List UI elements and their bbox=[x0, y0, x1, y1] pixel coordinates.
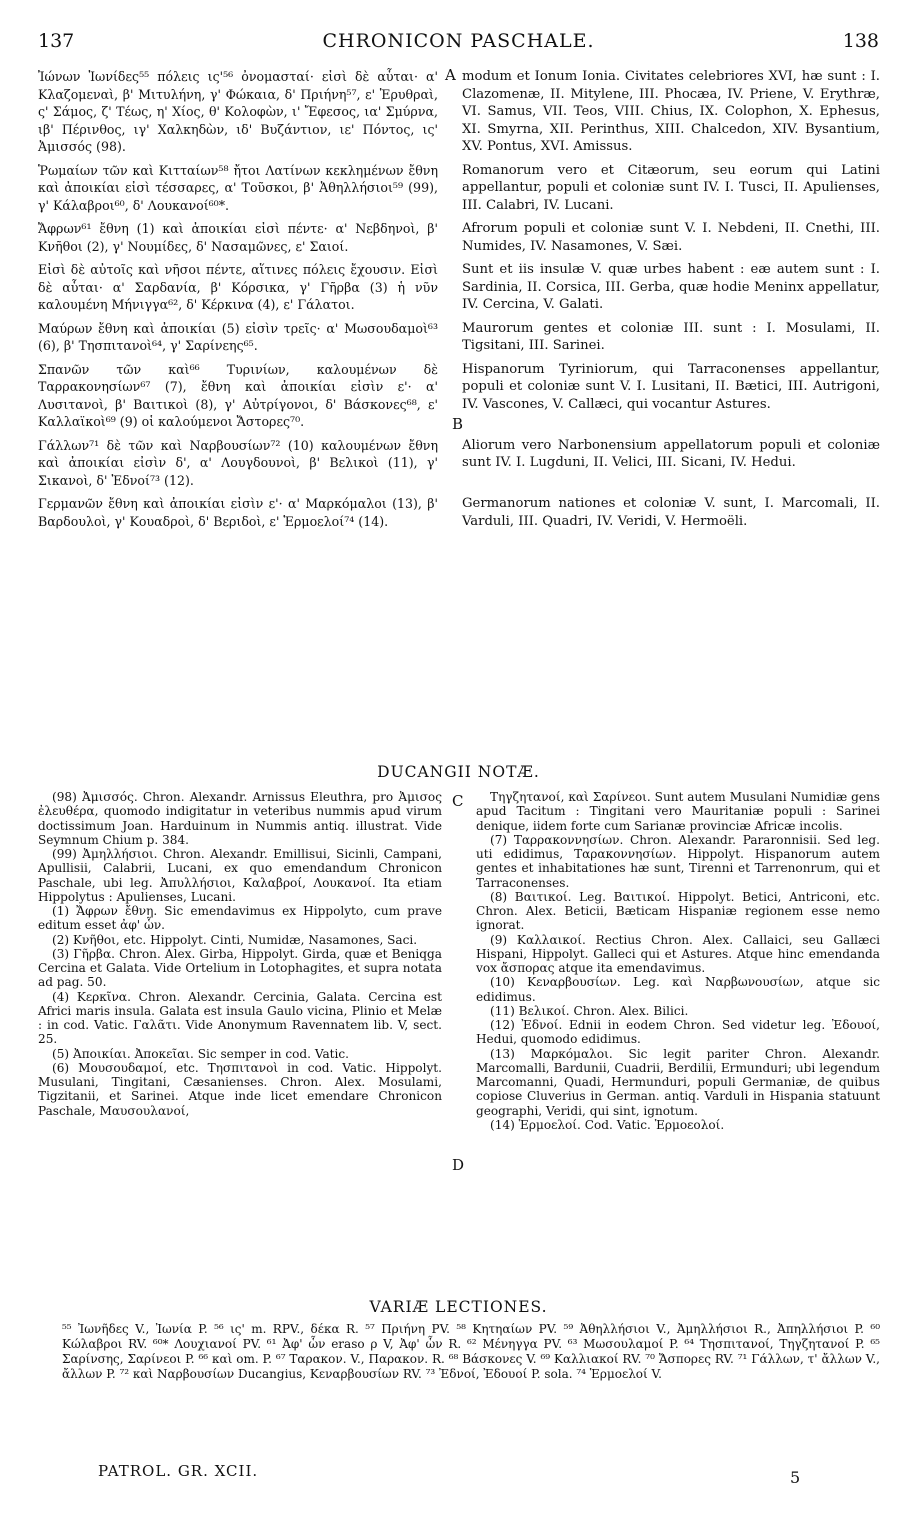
greek-paragraph: Σπανῶν τῶν καὶ⁶⁶ Τυρινίων, καλουμένων δὲ Ταρρακονησίων⁶⁷ (7), ἔθνη καὶ ἀποικίαι εἰσὶν ε'· α' Λυσιτανοὶ, β' Βαιτικοὶ (8), γ' Αὐτρίγονοι, δ' Βάσκονες⁶⁸, ε' Καλλαϊκοὶ⁶⁹ (9) οἱ καλούμενοι Ἄστορες⁷⁰. bbox=[38, 361, 438, 429]
margin-mark-d: D bbox=[452, 1156, 465, 1174]
note: (6) Μουσουδαμοί, etc. Τησπιτανοὶ in cod. Vatic. Hippolyt. Musulani, Tingitani, Cæsanienses. Chron. Alex. Mosulami, Tigzitanii, et Sarinei. Atque inde licet emendare Chronicon Paschale, Μαυσουλανοί, bbox=[38, 1060, 442, 1118]
latin-paragraph: modum et Ionum Ionia. Civitates celebriores XVI, hæ sunt : I. Clazomenæ, II. Mitylene, III. Phocæa, IV. Priene, V. Erythræ, VI. Samus, VII. Teos, VIII. Chius, IX. Colophon, X. Ephesus, XI. Smyrna, XII. Perinthus, XIII. Chalcedon, XIV. Bysantium, XV. Pontus, XVI. Amissus. bbox=[462, 69, 880, 154]
notes-section bbox=[38, 790, 880, 1132]
footer-sheet-number: 5 bbox=[790, 1468, 801, 1487]
paragraph-row bbox=[38, 361, 880, 431]
latin-paragraph: Afrorum populi et coloniæ sunt V. I. Nebdeni, II. Cnethi, III. Numides, IV. Nasamones, V. Sæi. bbox=[462, 221, 880, 254]
footer-signature: PATROL. GR. XCII. bbox=[98, 1462, 259, 1480]
notes-heading: DUCANGII NOTÆ. bbox=[377, 763, 540, 781]
note: (3) Γῆρβα. Chron. Alex. Girba, Hippolyt. Girda, quæ et Beniqga Cercina et Galata. Vide Ortelium in Lotophagites, et supra notata ad pag. 50. bbox=[38, 946, 442, 990]
parallel-text bbox=[38, 68, 880, 536]
running-title: CHRONICON PASCHALE. bbox=[322, 30, 595, 52]
paragraph-row bbox=[38, 220, 880, 255]
page-number-right: 138 bbox=[842, 30, 879, 52]
note: (8) Βαιτικοί. Leg. Βαιτικοί. Hippolyt. Betici, Antriconi, etc. Chron. Alex. Beticii, Bæticam Hispaniæ regionem esse nemo ignorat. bbox=[476, 889, 880, 933]
notes-column-right bbox=[476, 790, 880, 1132]
note: (10) Κεναρβουσίων. Leg. καὶ Ναρβωνουσίων, atque sic edidimus. bbox=[476, 975, 880, 1004]
greek-paragraph: Ῥωμαίων τῶν καὶ Κιτταίων⁵⁸ ἤτοι Λατίνων κεκλημένων ἔθνη καὶ ἀποικίαι εἰσὶ τέσσαρες, α' Τοῦσκοι, β' Ἀθηλλήσιοι⁵⁹ (99), γ' Κάλαβροι⁶⁰, δ' Λουκανοί⁶⁰*. bbox=[38, 162, 438, 213]
paragraph-row bbox=[38, 437, 880, 490]
paragraph-row bbox=[38, 320, 880, 355]
latin-paragraph: Sunt et iis insulæ V. quæ urbes habent : eæ autem sunt : I. Sardinia, II. Corsica, III. Gerba, quæ hodie Meninx appellatur, IV. Cercina, V. Galati. bbox=[462, 262, 880, 312]
latin-paragraph: Aliorum vero Narbonensium appellatorum populi et coloniæ sunt IV. I. Lugduni, II. Velici, III. Sicani, IV. Hedui. bbox=[462, 437, 880, 470]
note: (9) Καλλαικοί. Rectius Chron. Alex. Callaici, seu Gallæci Hispani, Hippolyt. Galleci qui et Astures. Atque hinc emendanda vox ἄσπορας atque ita emendavimus. bbox=[476, 932, 880, 975]
note: Τηγζητανοί, καὶ Σαρίνεοι. Sunt autem Musulani Numidiæ gens apud Tacitum : Tingitani vero Mauritaniæ populi : Sarinei denique, iidem forte cum Sarianæ provinciæ Africæ incolis. bbox=[476, 790, 880, 833]
variae-lectiones-heading: VARIÆ LECTIONES. bbox=[369, 1298, 548, 1316]
margin-mark-b: B bbox=[452, 415, 464, 433]
note: (4) Κερκῖνα. Chron. Alexandr. Cercinia, Galata. Cercina est Africi maris insula. Galata est insula Gaulo vicina, Plinio et Melæ : in cod. Vatic. Γαλᾶτι. Vide Anonymum Ravennatem lib. V, sect. 25. bbox=[38, 989, 442, 1047]
paragraph-row bbox=[38, 495, 880, 530]
note: (99) Ἀμηλλήσιοι. Chron. Alexandr. Emillisui, Sicinli, Campani, Apullisii, Calabrii, Lucani, ex quo emendandum Chronicon Paschale, ubi leg. Ἀπυλλήσιοι, Καλαβροί, Λουκανοί. Ita etiam Hippolytus : Apulienses, Lucani. bbox=[38, 847, 442, 904]
greek-paragraph: Ἄφρων⁶¹ ἔθνη (1) καὶ ἀποικίαι εἰσὶ πέντε· α' Νεβδηνοὶ, β' Κνῆθοι (2), γ' Νουμίδες, δ' Νασαμῶνες, ε' Σαιοί. bbox=[38, 221, 438, 254]
variae-lectiones: ⁵⁵ Ἰωνῆδες V., Ἰωνία P. ⁵⁶ ις' m. RPV., δέκα R. ⁵⁷ Πριήνη PV. ⁵⁸ Κητηαίων PV. ⁵⁹ Ἀθηλλήσιοι V., Ἀμηλλήσιοι R., Ἀπηλλήσιοι P. ⁶⁰ Κώλαβροι RV. ⁶⁰* Λουχιανοί PV. ⁶¹ Ἀφ' ὧν eraso ρ V, Ἀφ' ὧν R. ⁶² Μένηγγα PV. ⁶³ Μωσουλαμοί P. ⁶⁴ Τησπιτανοί, Τηγζητανοί P. ⁶⁵ Σαρίνσης, Σαρίνεοι P. ⁶⁶ καὶ om. P. ⁶⁷ Ταρακον. V., Παρακον. R. ⁶⁸ Βάσκονες V. ⁶⁹ Καλλιακοί RV. ⁷⁰ Ἄσπορες RV. ⁷¹ Γάλλων, τ' ἄλλων V., ἄλλων P. ⁷² καὶ Ναρβουσίων Ducangius, Κεναρβουσίων RV. ⁷³ Ἐδνοί, Ἐδουοί P. sola. ⁷⁴ Ἑρμοελοί V. bbox=[62, 1322, 880, 1381]
note: (2) Κνῆθοι, etc. Hippolyt. Cinti, Numidæ, Nasamones, Saci. bbox=[52, 932, 418, 947]
greek-paragraph: Ἰώνων Ἰωνίδες⁵⁵ πόλεις ις'⁵⁶ ὀνομασταί· εἰσὶ δὲ αὗται· α' Κλαζομεναὶ, β' Μιτυλήνη, γ' Φώκαια, δ' Πριήνη⁵⁷, ε' Ἐρυθραὶ, ς' Σάμος, ζ' Τέως, η' Χίος, θ' Κολοφὼν, ι' Ἔφεσος, ια' Σμύρνα, ιβ' Πέρινθος, ιγ' Χαλκηδὼν, ιδ' Βυζάντιον, ιε' Πόντος, ις' Ἀμισσός (98). bbox=[38, 69, 438, 154]
greek-paragraph: Γάλλων⁷¹ δὲ τῶν καὶ Ναρβουσίων⁷² (10) καλουμένων ἔθνη καὶ ἀποικίαι εἰσὶν δ', α' Λουγδουνοὶ, β' Βελικοὶ (11), γ' Σικανοὶ, δ' Ἐδνοί⁷³ (12). bbox=[38, 437, 438, 488]
latin-paragraph: Maurorum gentes et coloniæ III. sunt : I. Mosulami, II. Tigsitani, III. Sarinei. bbox=[462, 320, 880, 353]
latin-paragraph: Germanorum nationes et coloniæ V. sunt, I. Marcomali, II. Varduli, III. Quadri, IV. Veridi, V. Hermoëli. bbox=[462, 496, 880, 529]
note: (12) Ἐδνοί. Ednii in eodem Chron. Sed videtur leg. Ἐδουοί, Hedui, quomodo edidimus. bbox=[476, 1018, 880, 1047]
note: (11) Βελικοί. Chron. Alex. Bilici. bbox=[490, 1003, 689, 1018]
paragraph-row bbox=[38, 261, 880, 314]
margin-mark-c: C bbox=[452, 792, 464, 810]
page-number-left: 137 bbox=[38, 30, 75, 52]
greek-paragraph: Γερμανῶν ἔθνη καὶ ἀποικίαι εἰσὶν ε'· α' Μαρκόμαλοι (13), β' Βαρδουλοὶ, γ' Κουαδροὶ, δ' Βεριδοὶ, ε' Ἑρμοελοί⁷⁴ (14). bbox=[38, 496, 438, 529]
greek-paragraph: Μαύρων ἔθνη καὶ ἀποικίαι (5) εἰσὶν τρεῖς· α' Μωσουδαμοὶ⁶³ (6), β' Τησπιτανοὶ⁶⁴, γ' Σαρίνεης⁶⁵. bbox=[38, 320, 438, 353]
paragraph-row bbox=[38, 68, 880, 156]
running-header bbox=[38, 30, 879, 56]
margin-mark-a: A bbox=[445, 66, 456, 84]
note: (5) Ἀποικίαι. Ἀποκεῖαι. Sic semper in cod. Vatic. bbox=[52, 1046, 349, 1061]
latin-paragraph: Hispanorum Tyriniorum, qui Tarraconenses appellantur, populi et coloniæ sunt V. I. Lusitani, II. Bætici, III. Autrigoni, IV. Vascones, V. Callæci, qui vocantur Astures. bbox=[462, 361, 880, 412]
note: (1) Ἄφρων ἔθνη. Sic emendavimus ex Hippolyto, cum prave editum esset ἀφ' ὧν. bbox=[38, 904, 442, 933]
latin-paragraph: Romanorum vero et Citæorum, seu eorum qui Latini appellantur, populi et coloniæ sunt IV. I. Tusci, II. Apulienses, III. Calabri, IV. Lucani. bbox=[462, 162, 880, 213]
note: (13) Μαρκόμαλοι. Sic legit pariter Chron. Alexandr. Marcomalli, Bardunii, Cuadrii, Berdilii, Ermunduri; ubi legendum Marcomanni, Quadi, Hermunduri, populi Germaniæ, de quibus copiose Cluverius in German. antiq. Varduli in Hispania statuunt geographi, Veridi, qui sint, ignotum. bbox=[476, 1046, 880, 1118]
notes-column-left bbox=[38, 790, 442, 1132]
note: (98) Ἀμισσός. Chron. Alexandr. Arnissus Eleuthra, pro Ἀμισος ἐλευθέρα, quomodo indigitatur in veteribus nummis apud virum doctissimum Joan. Harduinum in Nummis antiq. illustrat. Vide Seymnum Chium p. 384. bbox=[38, 790, 442, 847]
note: (14) Ἑρμοελοί. Cod. Vatic. Ἑρμοεολοί. bbox=[490, 1117, 725, 1132]
note: (7) Ταρρακοννησίων. Chron. Alexandr. Pararonnisii. Sed leg. uti edidimus, Ταρακοννησίων. Hippolyt. Hispanorum autem gentes et inhabitationes hæ sunt, Tirenni et Tarrenonrum, qui et Tarraconenses. bbox=[476, 832, 880, 890]
greek-paragraph: Εἰσὶ δὲ αὐτοῖς καὶ νῆσοι πέντε, αἵτινες πόλεις ἔχουσιν. Εἰσὶ δὲ αὗται· α' Σαρδανία, β' Κόρσικα, γ' Γῆρβα (3) ἡ νῦν καλουμένη Μήνιγγα⁶², δ' Κέρκινα (4), ε' Γάλατοι. bbox=[38, 262, 438, 312]
paragraph-row bbox=[38, 162, 880, 215]
